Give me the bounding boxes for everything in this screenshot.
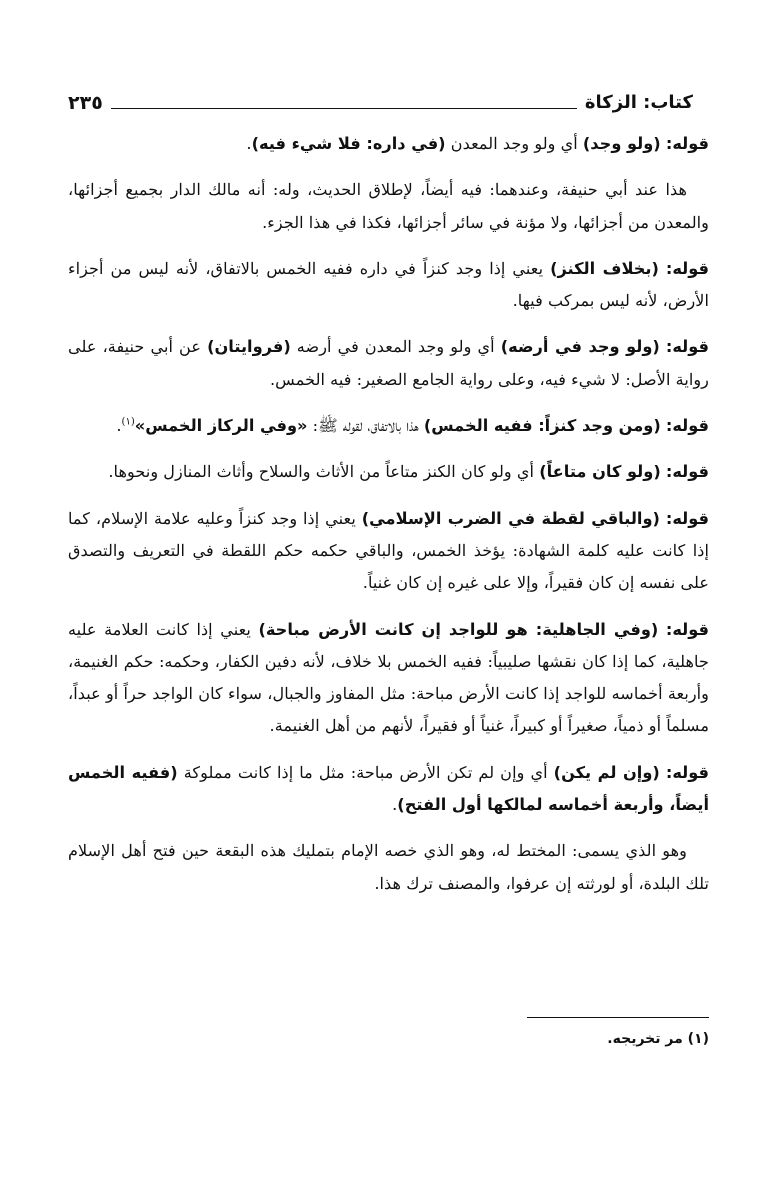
hadith-quote: «وفي الركاز الخمس» xyxy=(134,416,308,436)
book-title: كتاب: الزكاة xyxy=(584,92,693,113)
label: قوله: xyxy=(665,508,709,528)
commentary: هذا بالاتفاق، لقوله ﷺ: xyxy=(307,416,424,436)
quote: (وإن لم يكن) xyxy=(553,762,660,782)
commentary: . xyxy=(392,795,398,815)
quote: (ولو وجد في أرضه) xyxy=(500,337,660,357)
quote: (ولو وجد) xyxy=(582,134,661,153)
commentary: أي وإن لم تكن الأرض مباحة: مثل ما إذا كانت مملوكة xyxy=(177,762,554,782)
footnote-number: (١) xyxy=(687,1031,709,1047)
quote: (بخلاف الكنز) xyxy=(550,258,659,278)
running-header xyxy=(68,84,693,116)
quote: (والباقي لقطة في الضرب الإسلامي) xyxy=(361,508,660,528)
commentary: يعني إذا كانت العلامة عليه جاهلية، كما إذا كان نقشها صليبياً: ففيه الخمس بلا خلاف، لأنه دفين الكفار، وحكمه: حكم الغنيمة، وأربعة أخماسه للواجد إذا كانت الأرض مباحة: مثل المفاوز والجبال، سواء كان الواجد حراً أو عبداً، مسلماً أو ذمياً، صغيراً أو كبيراً، غنياً أو فقيراً، لأنهم من أهل الغنيمة. xyxy=(68,619,709,736)
label: قوله: xyxy=(665,258,709,278)
paragraph xyxy=(68,253,709,318)
label: قوله: xyxy=(665,134,709,153)
paragraph xyxy=(68,614,709,743)
paragraph: هذا عند أبي حنيفة، وعندهما: فيه أيضاً، لإطلاق الحديث، وله: أنه مالك الدار بجميع أجزائها، والمعدن من أجزائها، ولا مؤنة في سائر أجزائها، فكذا في هذا الجزء. xyxy=(68,180,709,232)
paragraph xyxy=(68,128,709,160)
paragraph: وهو الذي يسمى: المختط له، وهو الذي خصه الإمام بتمليك هذه البقعة حين فتح أهل الإسلام تلك البلدة، أو لورثته إن عرفوا، والمصنف ترك هذا. xyxy=(68,841,709,893)
paragraph xyxy=(68,456,709,488)
label: قوله: xyxy=(665,416,709,436)
paragraph xyxy=(68,503,709,600)
commentary: أي ولو وجد المعدن xyxy=(445,134,583,153)
quote: (ولو كان متاعاً) xyxy=(539,462,661,482)
page-number: ٢٣٥ xyxy=(68,92,103,114)
footnote-rule xyxy=(527,1017,709,1018)
commentary: أي ولو كان الكنز متاعاً من الأثاث والسلاح وأثاث المنازل ونحوها. xyxy=(108,462,540,482)
quote: (في داره: فلا شيء فيه) xyxy=(251,134,446,153)
commentary: . xyxy=(246,134,252,153)
label: قوله: xyxy=(665,462,709,482)
footnote-text: مر تخريجه. xyxy=(607,1031,683,1047)
quote: (وفي الجاهلية: هو للواجد إن كانت الأرض مباحة) xyxy=(258,619,659,639)
quote: (ففيه الخمس أيضاً، وأربعة أخماسه لمالكها أول الفتح) xyxy=(68,762,709,815)
commentary: أي ولو وجد المعدن في أرضه xyxy=(290,337,501,357)
commentary: يعني إذا وجد كنزاً وعليه علامة الإسلام، كما إذا كانت عليه كلمة الشهادة: يؤخذ الخمس، والباقي حكمه حكم اللقطة في التعريف والتصدق على نفسه إن كان فقيراً، وإلا على غيره إن كان غنياً. xyxy=(68,508,709,593)
paragraph: قوله: (ومن وجد كنزاً: ففيه الخمس) هذا بالاتفاق، لقوله ﷺ: «وفي الركاز الخمس»$^{(١)}$. xyxy=(116,416,709,436)
main-text xyxy=(68,128,709,914)
paragraph xyxy=(68,331,709,396)
quote: (ومن وجد كنزاً: ففيه الخمس) xyxy=(423,416,661,436)
commentary: عن أبي حنيفة، على رواية الأصل: لا شيء فيه، وعلى رواية الجامع الصغير: فيه الخمس. xyxy=(68,337,709,389)
label: قوله: xyxy=(665,619,709,639)
label: قوله: xyxy=(665,762,709,782)
footnote xyxy=(607,1027,709,1051)
label: قوله: xyxy=(665,337,709,357)
paragraph xyxy=(68,757,709,822)
commentary: يعني إذا وجد كنزاً في داره ففيه الخمس بالاتفاق، لأنه ليس من أجزاء الأرض، لأنه ليس بمركب فيها. xyxy=(68,258,709,311)
header-rule xyxy=(111,108,577,109)
quote: (فروايتان) xyxy=(207,337,291,357)
footnote-ref: (١) xyxy=(121,416,135,428)
